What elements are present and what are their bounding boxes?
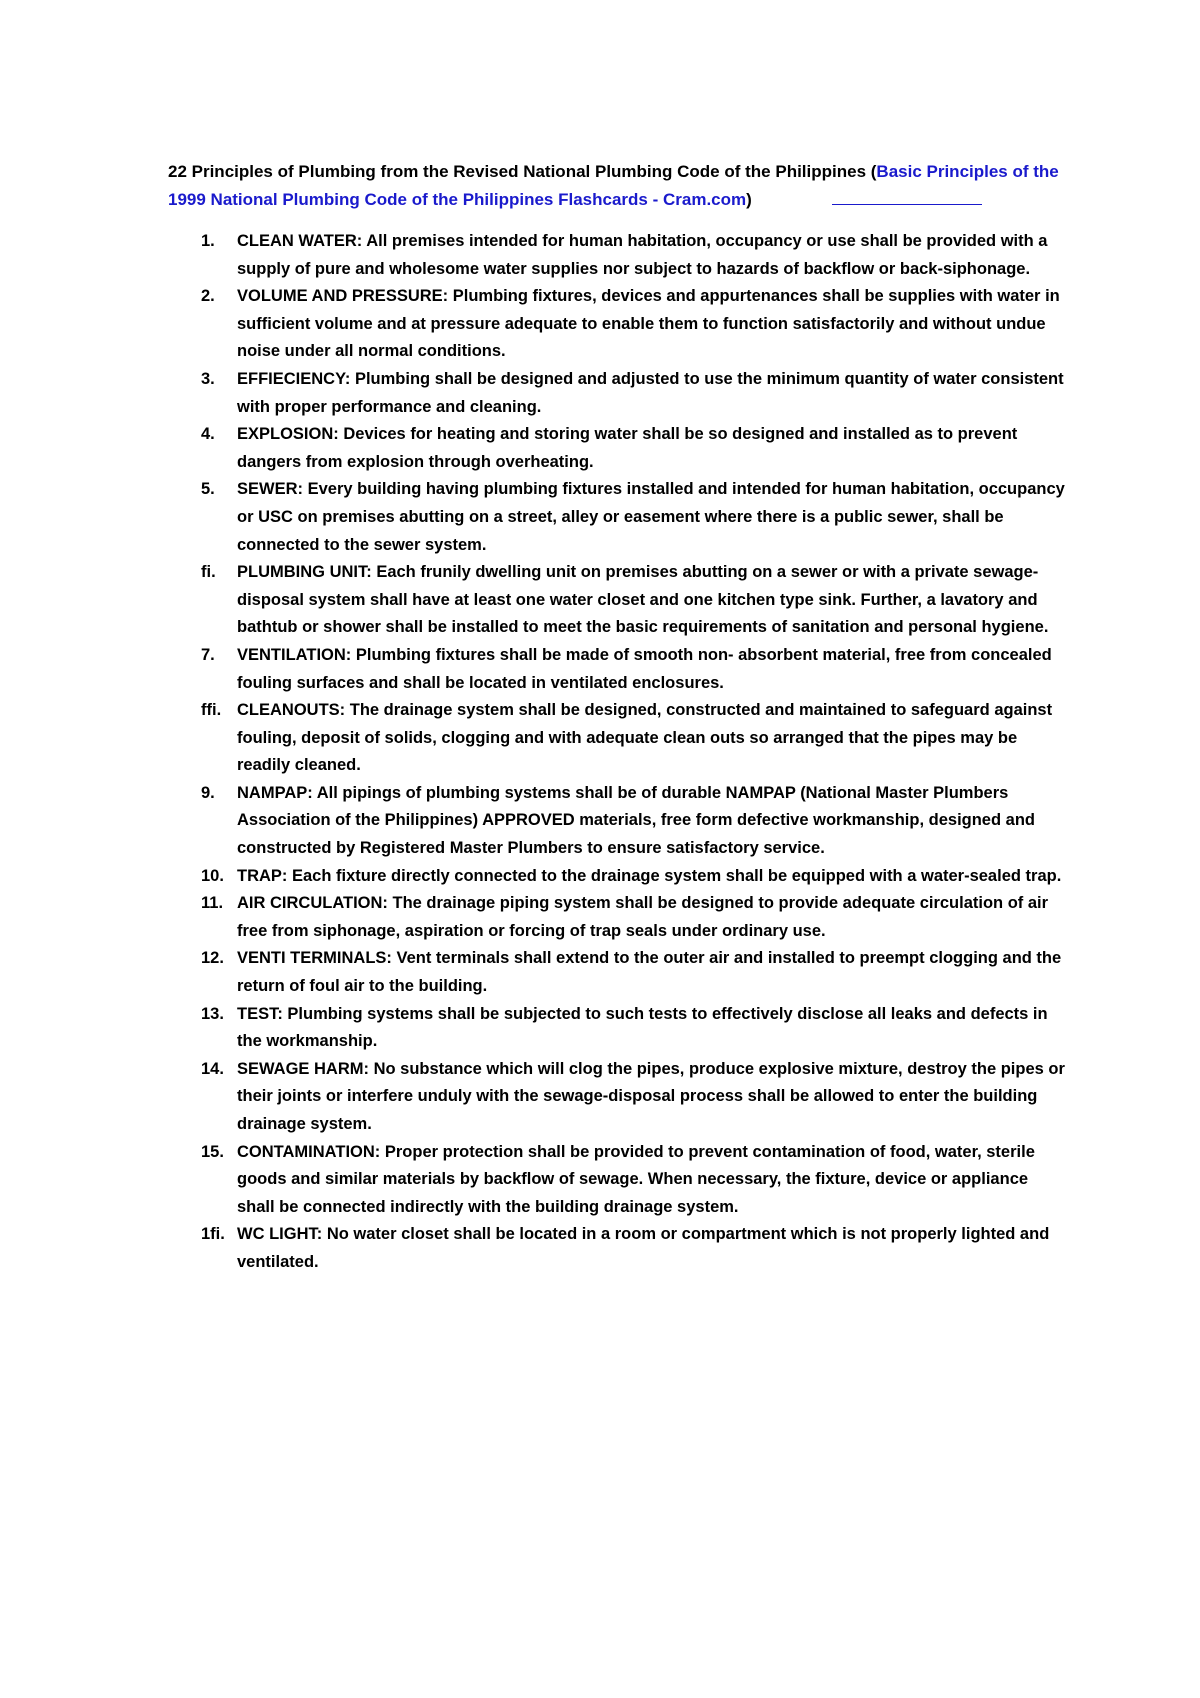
item-number: 2. xyxy=(201,287,215,306)
item-number: fi. xyxy=(201,563,216,582)
item-text: CLEANOUTS: The drainage system shall be designed, constructed and maintained to safeguard against fouling, deposit of solids, clogging and with adequate clean outs so arranged that the pipes may be readily cleaned. xyxy=(237,701,1053,775)
item-text: CLEAN WATER: All premises intended for human habitation, occupancy or use shall be provided with a supply of pure and wholesome water supplies nor subject to hazards of backflow or back-siphonage. xyxy=(237,232,1048,278)
list-item xyxy=(168,890,1068,945)
list-item xyxy=(168,945,1068,1000)
item-text: SEWER: Every building having plumbing fixtures installed and intended for human habitation, occupancy or USC on premises abutting on a street, alley or easement where there is a public sewer, shall be connected to the sewer system. xyxy=(237,480,1065,554)
item-text: VOLUME AND PRESSURE: Plumbing fixtures, devices and appurtenances shall be supplies with water in sufficient volume and at pressure adequate to enable them to function satisfactorily and without undue noise under all normal conditions. xyxy=(237,287,1060,361)
item-text: TRAP: Each fixture directly connected to the drainage system shall be equipped with a water-sealed trap. xyxy=(237,866,1062,885)
list-item xyxy=(168,780,1068,863)
list-item xyxy=(168,642,1068,697)
item-number: 1fi. xyxy=(201,1225,225,1244)
item-text: VENTILATION: Plumbing fixtures shall be made of smooth non- absorbent material, free from concealed fouling surfaces and shall be located in ventilated enclosures. xyxy=(237,645,1052,692)
list-item xyxy=(168,1056,1068,1139)
list-item xyxy=(168,366,1068,421)
underline-blank xyxy=(832,190,982,205)
item-text: NAMPAP: All pipings of plumbing systems shall be of durable NAMPAP (National Master Plumbers Association of the Philippines) APPROVED materials, free form defective workmanship, designed and constructed by Registered Master Plumbers to ensure satisfactory service. xyxy=(237,783,1035,858)
item-text: CONTAMINATION: Proper protection shall be provided to prevent contamination of food, water, sterile goods and similar materials by backflow of sewage. When necessary, the fixture, device or appliance shall be connected indirectly with the building drainage system. xyxy=(237,1142,1035,1216)
source-link[interactable]: Basic Principles of the 1999 National Plumbing Code of the Philippines Flashcards - Cram.com xyxy=(168,162,1059,209)
list-item xyxy=(168,559,1068,642)
heading-suffix: ) xyxy=(746,190,752,209)
item-text: EXPLOSION: Devices for heating and storing water shall be so designed and installed as to prevent dangers from explosion through overheating. xyxy=(237,425,1018,471)
item-number: 15. xyxy=(201,1142,224,1161)
item-text: TEST: Plumbing systems shall be subjected to such tests to effectively disclose all leaks and defects in the workmanship. xyxy=(237,1004,1048,1051)
list-item xyxy=(168,1221,1068,1276)
list-item xyxy=(168,283,1068,366)
item-number: 14. xyxy=(201,1059,224,1078)
list-item xyxy=(168,476,1068,559)
item-number: 9. xyxy=(201,783,215,802)
document-heading xyxy=(168,158,1068,214)
list-item xyxy=(168,228,1068,283)
list-item xyxy=(168,1139,1068,1222)
item-number: 1. xyxy=(201,232,215,250)
item-number: 3. xyxy=(201,369,215,388)
item-text: VENTI TERMINALS: Vent terminals shall extend to the outer air and installed to preempt clogging and the return of foul air to the building. xyxy=(237,949,1062,996)
item-text: PLUMBING UNIT: Each frunily dwelling unit on premises abutting on a sewer or with a private sewage-disposal system shall have at least one water closet and one kitchen type sink. Further, a lavatory and bathtub or shower shall be installed to meet the basic requirements of sanitation and personal hygiene. xyxy=(237,563,1049,637)
item-number: 11. xyxy=(201,894,224,913)
item-number: 12. xyxy=(201,949,224,968)
item-number: 10. xyxy=(201,866,224,885)
list-item xyxy=(168,863,1068,891)
item-number: 4. xyxy=(201,425,215,444)
item-text: WC LIGHT: No water closet shall be located in a room or compartment which is not properly lighted and ventilated. xyxy=(237,1225,1050,1271)
item-text: EFFIECIENCY: Plumbing shall be designed and adjusted to use the minimum quantity of water consistent with proper performance and cleaning. xyxy=(237,369,1064,416)
item-number: 5. xyxy=(201,480,215,499)
heading-prefix: 22 Principles of Plumbing from the Revised National Plumbing Code of the Philippines ( xyxy=(168,162,877,181)
item-text: SEWAGE HARM: No substance which will clog the pipes, produce explosive mixture, destroy the pipes or their joints or interfere unduly with the sewage-disposal process shall be allowed to enter the building drainage system. xyxy=(237,1059,1065,1133)
list-item xyxy=(168,421,1068,476)
principles-list xyxy=(168,228,1068,1277)
item-text: AIR CIRCULATION: The drainage piping system shall be designed to provide adequate circulation of air free from siphonage, aspiration or forcing of trap seals under ordinary use. xyxy=(237,894,1049,940)
list-item xyxy=(168,697,1068,780)
item-number: ffi. xyxy=(201,701,222,720)
item-number: 13. xyxy=(201,1004,224,1023)
list-item xyxy=(168,1001,1068,1056)
item-number: 7. xyxy=(201,645,215,664)
